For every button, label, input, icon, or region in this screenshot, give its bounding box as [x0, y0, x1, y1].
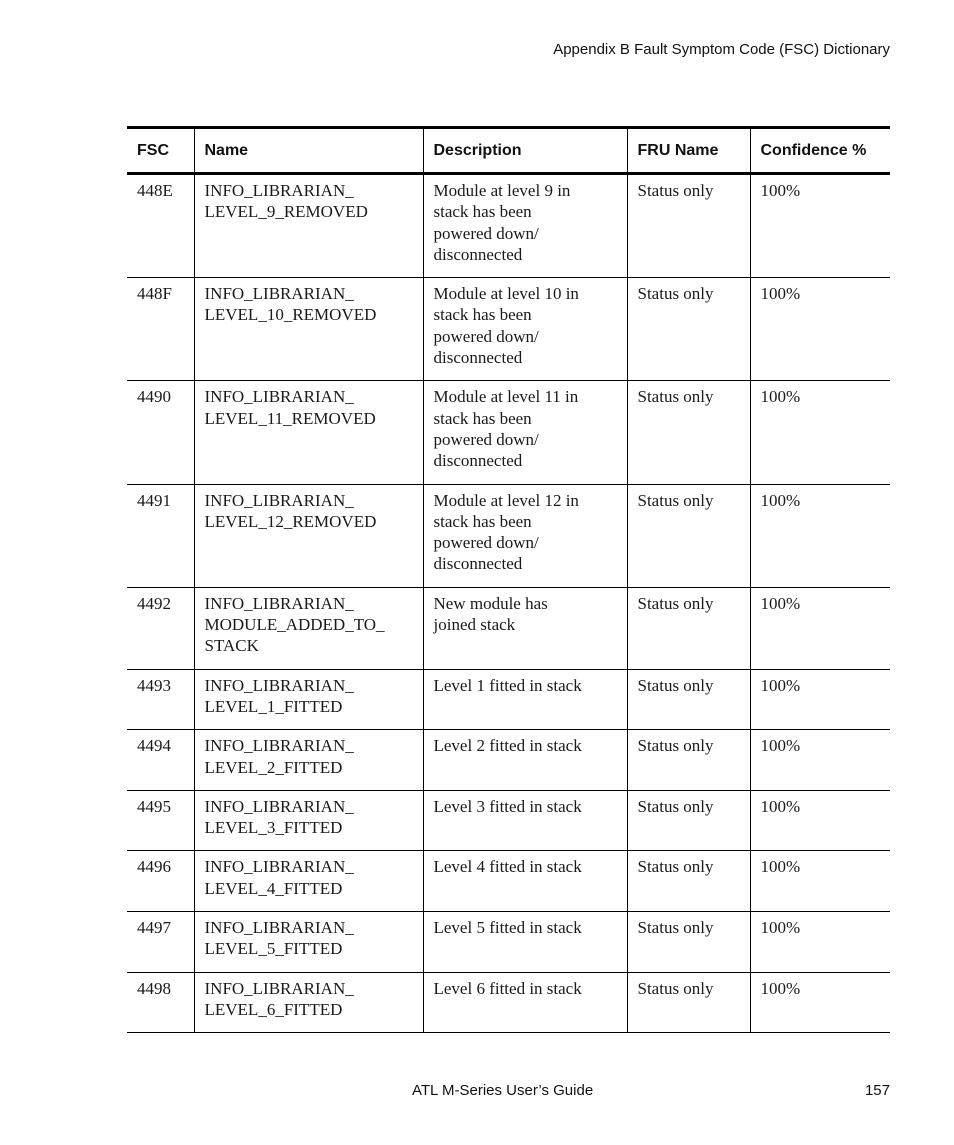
fsc-name-cell-line: INFO_LIBRARIAN_: [204, 978, 354, 998]
fsc-description-cell: [423, 484, 627, 587]
fsc-description-cell-line: Level 2 fitted in stack: [433, 736, 582, 756]
fsc-name-cell-line: INFO_LIBRARIAN_: [204, 736, 354, 756]
fsc-code-cell: 448F: [127, 278, 194, 381]
fsc-description-cell: [423, 912, 627, 973]
column-header-confidence: Confidence %: [750, 128, 890, 174]
confidence-cell: 100%: [750, 381, 890, 484]
fsc-name-cell-line: LEVEL_11_REMOVED: [204, 408, 376, 428]
fsc-description-cell-line: Level 1 fitted in stack: [433, 675, 582, 695]
fru-name-cell: Status only: [627, 278, 750, 381]
fsc-name-cell: [194, 790, 423, 851]
fsc-code-cell: 4492: [127, 587, 194, 669]
fsc-name-cell-line: INFO_LIBRARIAN_: [204, 181, 354, 200]
fsc-name-cell-line: INFO_LIBRARIAN_: [204, 387, 354, 407]
fsc-description-cell-line: stack has been: [433, 305, 532, 325]
table-row: [127, 381, 890, 484]
fsc-name-cell-line: INFO_LIBRARIAN_: [204, 284, 354, 304]
fru-name-cell: Status only: [627, 912, 750, 973]
table-row: [127, 972, 890, 1033]
fru-name-cell: Status only: [627, 669, 750, 730]
fsc-name-cell-line: INFO_LIBRARIAN_: [204, 857, 354, 877]
footer-guide-title: ATL M-Series User’s Guide: [412, 1082, 594, 1099]
fru-name-cell: Status only: [627, 972, 750, 1033]
fsc-description-cell-line: Level 5 fitted in stack: [433, 918, 582, 938]
fsc-description-cell-line: powered down/: [433, 429, 539, 449]
fsc-name-cell: [194, 851, 423, 912]
fsc-name-cell-line: LEVEL_4_FITTED: [204, 878, 343, 898]
fsc-name-cell-line: LEVEL_9_REMOVED: [204, 202, 368, 222]
fsc-name-cell-line: MODULE_ADDED_TO_: [204, 615, 385, 635]
fsc-description-cell: [423, 278, 627, 381]
fsc-description-cell-line: stack has been: [433, 511, 532, 531]
fsc-description-cell-line: Module at level 11 in: [433, 387, 579, 407]
fsc-name-cell-line: LEVEL_1_FITTED: [204, 696, 343, 716]
fsc-description-cell: [423, 174, 627, 278]
fsc-description-cell: [423, 669, 627, 730]
table-row: [127, 912, 890, 973]
fsc-name-cell-line: INFO_LIBRARIAN_: [204, 918, 354, 938]
fru-name-cell: Status only: [627, 790, 750, 851]
fsc-name-cell-line: LEVEL_6_FITTED: [204, 999, 343, 1019]
fsc-name-cell-line: INFO_LIBRARIAN_: [204, 675, 354, 695]
fsc-description-cell-line: New module has: [433, 593, 548, 613]
fsc-name-cell-line: LEVEL_10_REMOVED: [204, 305, 377, 325]
fsc-description-cell-line: disconnected: [433, 451, 523, 471]
column-header-description: Description: [423, 128, 627, 174]
fsc-description-cell-line: disconnected: [433, 244, 523, 264]
fsc-code-cell: 4493: [127, 669, 194, 730]
fsc-name-cell-line: LEVEL_3_FITTED: [204, 818, 343, 838]
fsc-description-cell: [423, 730, 627, 791]
column-header-fsc: FSC: [137, 141, 169, 159]
fsc-description-cell-line: Module at level 10 in: [433, 284, 579, 304]
table-header-row: [127, 128, 890, 174]
confidence-cell: 100%: [750, 972, 890, 1033]
fsc-description-cell-line: powered down/: [433, 223, 539, 243]
confidence-cell: 100%: [750, 669, 890, 730]
fsc-description-cell-line: powered down/: [433, 326, 539, 346]
fsc-code-cell: 4495: [127, 790, 194, 851]
confidence-cell: 100%: [750, 851, 890, 912]
fsc-description-cell-line: Level 6 fitted in stack: [433, 978, 582, 998]
fsc-code-cell: 4496: [127, 851, 194, 912]
fru-name-cell: Status only: [627, 587, 750, 669]
confidence-cell: 100%: [750, 484, 890, 587]
confidence-cell: 100%: [750, 278, 890, 381]
fsc-description-cell-line: joined stack: [433, 615, 516, 635]
fsc-name-cell-line: INFO_LIBRARIAN_: [204, 593, 354, 613]
page-number: 157: [864, 1082, 890, 1099]
fsc-description-cell: [423, 972, 627, 1033]
fsc-description-cell-line: disconnected: [433, 348, 523, 368]
table-row: [127, 174, 890, 278]
running-header: Appendix B Fault Symptom Code (FSC) Dictionary: [553, 41, 890, 58]
fsc-description-cell-line: Module at level 9 in: [433, 181, 571, 200]
fsc-description-cell-line: disconnected: [433, 554, 523, 574]
fsc-name-cell: [194, 972, 423, 1033]
fsc-name-cell: [194, 587, 423, 669]
confidence-cell: 100%: [750, 174, 890, 278]
fsc-description-cell: [423, 381, 627, 484]
fsc-name-cell-line: STACK: [204, 636, 259, 656]
fsc-code-cell: 4491: [127, 484, 194, 587]
fsc-description-cell-line: Level 4 fitted in stack: [433, 857, 582, 877]
fsc-code-cell: 448E: [127, 174, 194, 278]
fsc-name-cell: [194, 174, 423, 278]
fsc-name-cell-line: LEVEL_12_REMOVED: [204, 511, 377, 531]
table-row: [127, 790, 890, 851]
fsc-code-cell: 4494: [127, 730, 194, 791]
fsc-name-cell: [194, 912, 423, 973]
confidence-cell: 100%: [750, 912, 890, 973]
table-body: [127, 174, 890, 1033]
fsc-name-cell: [194, 381, 423, 484]
confidence-cell: 100%: [750, 730, 890, 791]
fsc-name-cell-line: LEVEL_2_FITTED: [204, 757, 343, 777]
fsc-table: [127, 126, 890, 1033]
fsc-description-cell: [423, 790, 627, 851]
fsc-name-cell: [194, 484, 423, 587]
fru-name-cell: Status only: [627, 851, 750, 912]
table-row: [127, 484, 890, 587]
fsc-name-cell: [194, 669, 423, 730]
confidence-cell: 100%: [750, 587, 890, 669]
fsc-description-cell: [423, 587, 627, 669]
table-row: [127, 587, 890, 669]
fsc-description-cell-line: stack has been: [433, 202, 532, 222]
fsc-code-cell: 4497: [127, 912, 194, 973]
table-row: [127, 851, 890, 912]
column-header-name: Name: [194, 128, 423, 174]
fsc-name-cell: [194, 730, 423, 791]
table-row: [127, 278, 890, 381]
fsc-description-cell-line: Level 3 fitted in stack: [433, 796, 582, 816]
fsc-name-cell-line: INFO_LIBRARIAN_: [204, 796, 354, 816]
fsc-code-cell: 4490: [127, 381, 194, 484]
fsc-name-cell: [194, 278, 423, 381]
fsc-code-cell: 4498: [127, 972, 194, 1033]
fsc-description-cell: [423, 851, 627, 912]
fsc-description-cell-line: stack has been: [433, 408, 532, 428]
fru-name-cell: Status only: [627, 381, 750, 484]
table-row: [127, 730, 890, 791]
table-row: [127, 669, 890, 730]
fru-name-cell: Status only: [627, 730, 750, 791]
fru-name-cell: Status only: [627, 484, 750, 587]
fsc-description-cell-line: Module at level 12 in: [433, 490, 579, 510]
fru-name-cell: Status only: [627, 174, 750, 278]
column-header-fru-name: FRU Name: [627, 128, 750, 174]
fsc-name-cell-line: INFO_LIBRARIAN_: [204, 490, 354, 510]
confidence-cell: 100%: [750, 790, 890, 851]
fsc-description-cell-line: powered down/: [433, 533, 539, 553]
fsc-name-cell-line: LEVEL_5_FITTED: [204, 939, 343, 959]
